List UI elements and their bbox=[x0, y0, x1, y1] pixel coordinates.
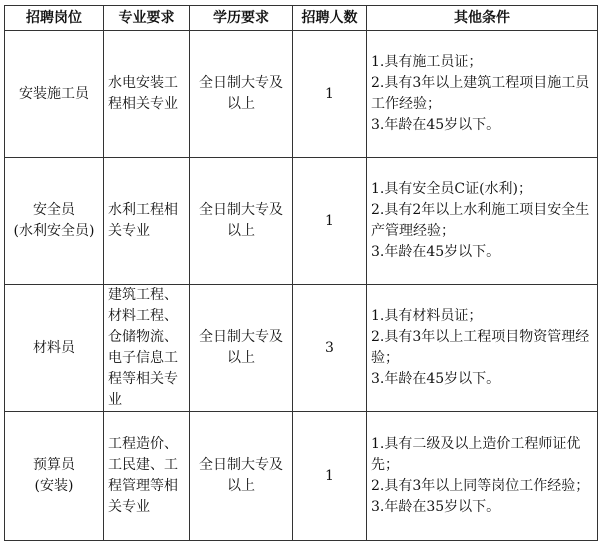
condition-line: 3.年龄在45岁以下。 bbox=[371, 371, 501, 387]
condition-line: 2.具有3年以上工程项目物资管理经验； bbox=[371, 329, 590, 366]
education-cell: 全日制大专及以上 bbox=[190, 412, 293, 541]
position-cell bbox=[5, 31, 104, 158]
count-cell: 1 bbox=[293, 158, 367, 285]
condition-line: 3.年龄在45岁以下。 bbox=[371, 117, 501, 133]
condition-line: 2.具有2年以上水利施工项目安全生产管理经验； bbox=[371, 202, 590, 239]
education-cell: 全日制大专及以上 bbox=[190, 158, 293, 285]
table-row bbox=[5, 31, 598, 158]
position-line: (安装) bbox=[34, 478, 74, 494]
major-cell: 工程造价、工民建、工程管理等相关专业 bbox=[104, 412, 190, 541]
conditions-cell bbox=[367, 412, 598, 541]
major-cell: 水电安装工程相关专业 bbox=[104, 31, 190, 158]
position-line: 材料员 bbox=[33, 339, 75, 356]
condition-line: 1.具有施工员证； bbox=[371, 54, 483, 70]
major-cell: 建筑工程、材料工程、仓储物流、电子信息工程等相关专业 bbox=[104, 285, 190, 412]
education-cell: 全日制大专及以上 bbox=[190, 31, 293, 158]
conditions-cell bbox=[367, 31, 598, 158]
header-position: 招聘岗位 bbox=[5, 6, 104, 31]
header-conditions: 其他条件 bbox=[367, 6, 598, 31]
position-cell bbox=[5, 285, 104, 412]
header-row bbox=[5, 6, 598, 31]
position-cell bbox=[5, 412, 104, 541]
header-education: 学历要求 bbox=[190, 6, 293, 31]
education-cell: 全日制大专及以上 bbox=[190, 285, 293, 412]
condition-line: 1.具有材料员证； bbox=[371, 308, 483, 324]
position-line: 安装施工员 bbox=[19, 85, 89, 102]
count-cell: 1 bbox=[293, 412, 367, 541]
recruitment-table bbox=[4, 5, 598, 541]
count-cell: 3 bbox=[293, 285, 367, 412]
position-line: 安全员 bbox=[33, 202, 75, 218]
header-count: 招聘人数 bbox=[293, 6, 367, 31]
conditions-cell bbox=[367, 158, 598, 285]
table-row bbox=[5, 412, 598, 541]
table-row bbox=[5, 158, 598, 285]
position-line: (水利安全员) bbox=[13, 223, 95, 239]
condition-line: 3.年龄在35岁以下。 bbox=[371, 499, 501, 515]
condition-line: 3.年龄在45岁以下。 bbox=[371, 244, 501, 260]
position-line: 预算员 bbox=[33, 457, 75, 473]
condition-line: 1.具有安全员C证(水利)； bbox=[371, 181, 532, 197]
conditions-cell bbox=[367, 285, 598, 412]
condition-line: 2.具有3年以上建筑工程项目施工员工作经验； bbox=[371, 75, 590, 112]
position-cell bbox=[5, 158, 104, 285]
major-cell: 水利工程相关专业 bbox=[104, 158, 190, 285]
count-cell: 1 bbox=[293, 31, 367, 158]
condition-line: 2.具有3年以上同等岗位工作经验； bbox=[371, 478, 590, 494]
header-major: 专业要求 bbox=[104, 6, 190, 31]
table-row bbox=[5, 285, 598, 412]
condition-line: 1.具有二级及以上造价工程师证优先； bbox=[371, 436, 581, 473]
